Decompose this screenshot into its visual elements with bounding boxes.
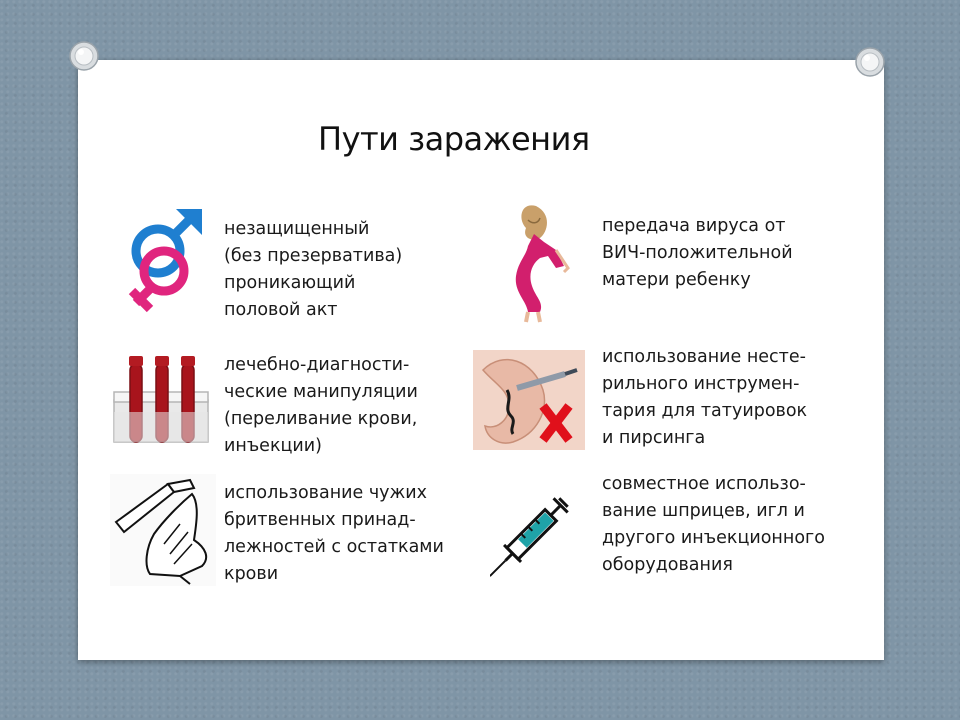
pushpin-icon (66, 38, 102, 74)
pushpin-icon (852, 44, 888, 80)
syringe-icon (490, 476, 586, 580)
item-text-mother-child: передача вируса от ВИЧ-положительной матери ребенку (602, 216, 793, 290)
blood-test-tubes-icon (110, 352, 212, 448)
slide-title: Пути заражения (318, 120, 590, 158)
item-text-syringe: совместное использо- вание шприцев, игл и другого инъекционного оборудования (602, 474, 825, 575)
tattoo-crossed-icon (473, 350, 585, 450)
razor-hand-icon (110, 474, 216, 586)
item-text-sexual: незащищенный (без презерватива) проникающий половой акт (224, 219, 403, 320)
pregnant-woman-icon (498, 198, 580, 324)
item-text-razor: использование чужих бритвенных принад- лежностей с остатками крови (224, 483, 444, 584)
item-text-tattoo: использование несте- рильного инструмен- тария для татуировок и пирсинга (602, 347, 808, 448)
item-text-medical: лечебно-диагности- ческие манипуляции (переливание крови, инъекции) (224, 355, 418, 456)
gender-symbols-icon (118, 203, 210, 318)
